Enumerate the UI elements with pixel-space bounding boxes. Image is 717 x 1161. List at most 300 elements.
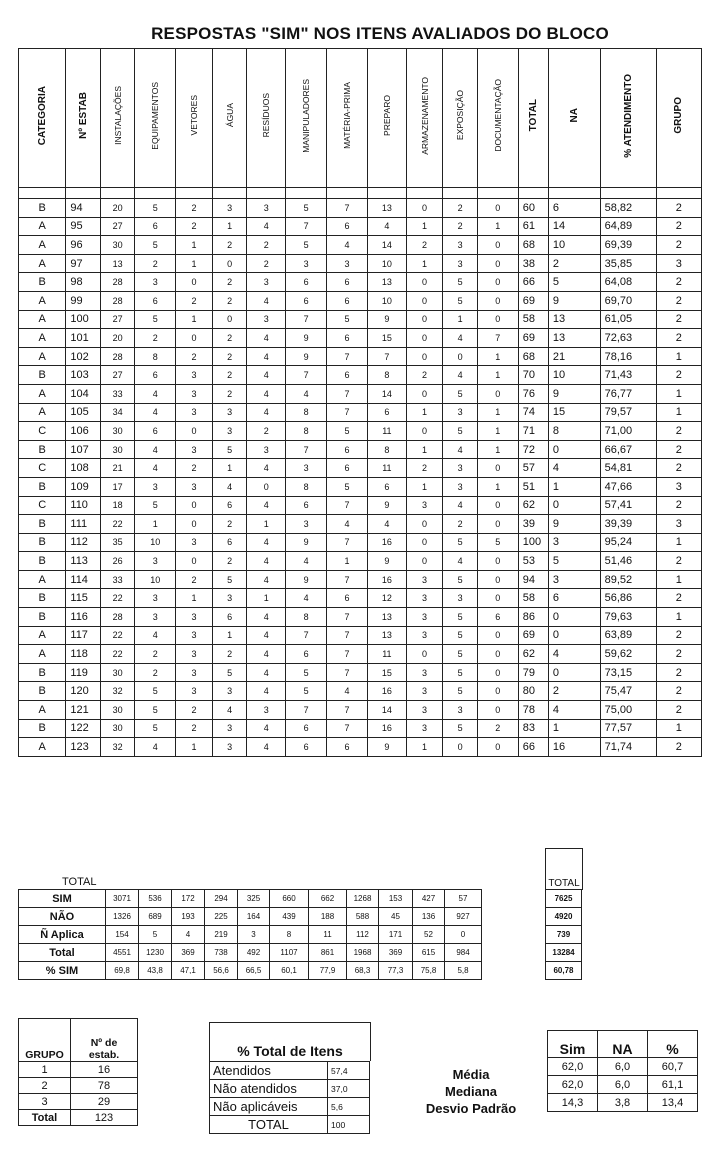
totals-cell: 536: [139, 890, 172, 908]
table-cell: A: [19, 254, 66, 273]
table-cell: 30: [100, 440, 134, 459]
table-cell: 2: [176, 347, 213, 366]
table-cell: A: [19, 310, 66, 329]
totals-cell: 369: [172, 944, 205, 962]
table-cell: 2: [135, 329, 176, 348]
totals-row-label: Ñ Aplica: [19, 926, 106, 944]
table-cell: 3: [212, 589, 246, 608]
percent-value: 37,0: [328, 1080, 370, 1098]
table-cell: B: [19, 682, 66, 701]
table-row: [19, 682, 702, 701]
table-cell: 0: [477, 738, 518, 757]
column-header-label: CATEGORIA: [36, 85, 48, 146]
table-cell: 7: [327, 570, 368, 589]
table-cell: 4: [327, 236, 368, 255]
table-cell: 0: [212, 254, 246, 273]
spacer-row: [19, 188, 702, 199]
table-cell: 39: [518, 515, 548, 534]
table-cell: 16: [367, 719, 406, 738]
percent-row: [210, 1098, 370, 1116]
table-cell: 5: [286, 682, 327, 701]
table-cell: 3: [135, 273, 176, 292]
table-cell: 1: [477, 403, 518, 422]
totals-cell: 660: [270, 890, 309, 908]
spacer-cell: [19, 188, 66, 199]
table-cell: 3: [212, 199, 246, 218]
column-header-label: MANIPULADORES: [301, 78, 312, 153]
table-cell: 86: [518, 608, 548, 627]
table-cell: 7: [477, 329, 518, 348]
table-cell: 14: [367, 384, 406, 403]
table-cell: 9: [286, 570, 327, 589]
table-cell: 3: [135, 477, 176, 496]
table-cell: 27: [100, 366, 134, 385]
table-cell: 3: [406, 589, 443, 608]
totals-cell: 68,3: [347, 962, 379, 980]
table-cell: 51,46: [600, 552, 656, 571]
table-cell: 6: [212, 496, 246, 515]
table-cell: 2: [443, 515, 477, 534]
table-cell: 3: [406, 570, 443, 589]
totals-row: [19, 908, 482, 926]
totals-cell: 77,9: [309, 962, 347, 980]
totals-cell: 171: [379, 926, 413, 944]
table-cell: 2: [176, 570, 213, 589]
estab-header-line1: Nº de: [90, 1037, 118, 1049]
percent-value: 100: [328, 1116, 370, 1134]
table-row: [19, 273, 702, 292]
table-cell: 2: [212, 236, 246, 255]
table-cell: 6: [135, 291, 176, 310]
table-cell: 9: [286, 347, 327, 366]
table-cell: 5: [443, 273, 477, 292]
table-cell: 2: [656, 291, 701, 310]
table-cell: 2: [477, 719, 518, 738]
stat-cell: 6,0: [598, 1076, 648, 1094]
table-cell: 2: [212, 515, 246, 534]
table-cell: 15: [367, 329, 406, 348]
table-cell: 6: [286, 738, 327, 757]
grand-total-cell: 4920: [546, 908, 582, 926]
table-cell: 8: [286, 477, 327, 496]
table-row: [19, 384, 702, 403]
table-cell: 20: [100, 329, 134, 348]
table-cell: 0: [406, 422, 443, 441]
totals-cell: 325: [238, 890, 270, 908]
totals-row: [19, 890, 482, 908]
table-cell: C: [19, 496, 66, 515]
table-cell: 2: [212, 552, 246, 571]
totals-cell: 861: [309, 944, 347, 962]
table-cell: 51: [518, 477, 548, 496]
totals-cell: 427: [413, 890, 445, 908]
table-cell: 2: [406, 366, 443, 385]
table-cell: 6: [327, 738, 368, 757]
table-cell: 1: [406, 738, 443, 757]
table-cell: 0: [406, 533, 443, 552]
table-cell: 2: [656, 552, 701, 571]
table-cell: 4: [247, 608, 286, 627]
table-cell: 0: [406, 329, 443, 348]
page-title: RESPOSTAS "SIM" NOS ITENS AVALIADOS DO BLOCO: [151, 24, 609, 43]
table-cell: 79,57: [600, 403, 656, 422]
table-cell: 4: [443, 496, 477, 515]
table-cell: 4: [247, 347, 286, 366]
table-cell: B: [19, 477, 66, 496]
table-cell: 1: [212, 217, 246, 236]
column-header: [327, 49, 368, 188]
table-cell: 3: [247, 701, 286, 720]
table-cell: 4: [327, 515, 368, 534]
totals-cell: 588: [347, 908, 379, 926]
table-cell: 5: [443, 663, 477, 682]
totals-row: [19, 962, 482, 980]
table-cell: 1: [656, 608, 701, 627]
table-cell: 1: [477, 440, 518, 459]
table-cell: 66: [518, 738, 548, 757]
table-cell: B: [19, 273, 66, 292]
table-cell: 0: [477, 701, 518, 720]
table-row: [19, 459, 702, 478]
table-cell: 28: [100, 608, 134, 627]
table-cell: 3: [656, 254, 701, 273]
group-row: [19, 1110, 138, 1126]
table-cell: 4: [548, 701, 600, 720]
table-cell: 4: [443, 552, 477, 571]
spacer-cell: [286, 188, 327, 199]
table-cell: 1: [406, 254, 443, 273]
table-cell: 1: [212, 459, 246, 478]
table-cell: 0: [477, 645, 518, 664]
table-cell: 0: [477, 515, 518, 534]
table-cell: 1: [176, 254, 213, 273]
table-cell: 39,39: [600, 515, 656, 534]
table-cell: 7: [327, 701, 368, 720]
totals-cell: 738: [205, 944, 238, 962]
table-cell: 1: [247, 589, 286, 608]
table-cell: 9: [548, 291, 600, 310]
table-row: [19, 496, 702, 515]
table-cell: 0: [477, 682, 518, 701]
table-cell: 1: [406, 217, 443, 236]
table-cell: 114: [66, 570, 100, 589]
table-cell: 8: [286, 422, 327, 441]
table-cell: 13: [367, 273, 406, 292]
totals-row-label: % SIM: [19, 962, 106, 980]
table-row: [19, 310, 702, 329]
table-cell: 3: [176, 366, 213, 385]
table-cell: 0: [477, 663, 518, 682]
table-cell: 1: [327, 552, 368, 571]
table-cell: 3: [247, 273, 286, 292]
table-cell: 14: [367, 236, 406, 255]
table-cell: 1: [406, 477, 443, 496]
spacer-cell: [100, 188, 134, 199]
table-cell: 4: [247, 552, 286, 571]
table-cell: 74: [518, 403, 548, 422]
table-cell: 2: [176, 459, 213, 478]
table-cell: 2: [656, 626, 701, 645]
table-cell: 1: [548, 477, 600, 496]
totals-cell: 69,8: [106, 962, 139, 980]
totals-cell: 56,6: [205, 962, 238, 980]
table-cell: 2: [656, 645, 701, 664]
table-cell: 0: [477, 291, 518, 310]
table-cell: 61,05: [600, 310, 656, 329]
table-cell: 2: [247, 254, 286, 273]
table-cell: 54,81: [600, 459, 656, 478]
totals-cell: 45: [379, 908, 413, 926]
table-cell: 73,15: [600, 663, 656, 682]
percent-row: [210, 1062, 370, 1080]
table-cell: 7: [327, 403, 368, 422]
table-cell: B: [19, 552, 66, 571]
table-cell: 75,47: [600, 682, 656, 701]
column-header: [367, 49, 406, 188]
table-cell: 0: [477, 589, 518, 608]
table-cell: 4: [247, 403, 286, 422]
table-cell: 3: [443, 477, 477, 496]
table-cell: 2: [406, 236, 443, 255]
column-header-label: ARMAZENAMENTO: [419, 76, 430, 155]
totals-cell: 57: [445, 890, 482, 908]
totals-cell: 1326: [106, 908, 139, 926]
totals-cell: 1107: [270, 944, 309, 962]
table-cell: 103: [66, 366, 100, 385]
table-cell: 8: [548, 422, 600, 441]
table-cell: 4: [443, 366, 477, 385]
table-cell: 12: [367, 589, 406, 608]
table-cell: 0: [548, 608, 600, 627]
group-cell: 29: [71, 1094, 138, 1110]
table-cell: 0: [406, 291, 443, 310]
table-cell: 6: [327, 291, 368, 310]
table-cell: A: [19, 645, 66, 664]
table-cell: 53: [518, 552, 548, 571]
table-cell: B: [19, 589, 66, 608]
table-cell: 59,62: [600, 645, 656, 664]
column-header-label: MATÉRIA-PRIMA: [342, 82, 352, 149]
percent-value: 5,6: [328, 1098, 370, 1116]
totals-cell: 439: [270, 908, 309, 926]
table-cell: 111: [66, 515, 100, 534]
table-cell: 1: [477, 477, 518, 496]
table-row: [19, 403, 702, 422]
table-cell: 1: [176, 310, 213, 329]
table-cell: 10: [135, 533, 176, 552]
table-cell: 0: [176, 515, 213, 534]
table-cell: 6: [135, 366, 176, 385]
table-cell: 3: [443, 459, 477, 478]
table-cell: 14: [548, 217, 600, 236]
table-row: [19, 552, 702, 571]
table-cell: 2: [656, 199, 701, 218]
table-cell: 2: [135, 254, 176, 273]
table-cell: 6: [135, 217, 176, 236]
table-cell: 2: [212, 273, 246, 292]
table-cell: 13: [367, 199, 406, 218]
table-cell: 0: [477, 310, 518, 329]
totals-cell: 0: [445, 926, 482, 944]
table-cell: 0: [477, 459, 518, 478]
table-cell: 6: [286, 496, 327, 515]
table-cell: 3: [443, 589, 477, 608]
table-cell: 3: [286, 515, 327, 534]
table-cell: 1: [656, 533, 701, 552]
table-cell: 3: [443, 403, 477, 422]
table-cell: 7: [286, 626, 327, 645]
table-cell: 2: [406, 459, 443, 478]
table-cell: 4: [327, 682, 368, 701]
table-cell: 7: [367, 347, 406, 366]
table-cell: A: [19, 384, 66, 403]
totals-row-label: SIM: [19, 890, 106, 908]
table-cell: 16: [367, 682, 406, 701]
table-row: [19, 422, 702, 441]
table-cell: 0: [477, 626, 518, 645]
table-cell: 107: [66, 440, 100, 459]
table-cell: 4: [247, 291, 286, 310]
table-cell: 21: [100, 459, 134, 478]
spacer-cell: [176, 188, 213, 199]
group-row: [19, 1062, 138, 1078]
column-header: [247, 49, 286, 188]
table-cell: 15: [548, 403, 600, 422]
table-cell: A: [19, 329, 66, 348]
table-cell: 6: [548, 199, 600, 218]
table-cell: 1: [656, 719, 701, 738]
table-cell: 1: [477, 422, 518, 441]
table-cell: 3: [406, 608, 443, 627]
table-cell: 11: [367, 459, 406, 478]
table-cell: 35: [100, 533, 134, 552]
table-cell: 63,89: [600, 626, 656, 645]
totals-cell: 1230: [139, 944, 172, 962]
group-cell: 123: [71, 1110, 138, 1126]
totals-row: [19, 944, 482, 962]
grand-total-header: [545, 848, 583, 890]
table-cell: 13: [548, 329, 600, 348]
table-cell: 6: [212, 608, 246, 627]
stat-cell: 3,8: [598, 1094, 648, 1112]
table-cell: 99: [66, 291, 100, 310]
table-cell: A: [19, 403, 66, 422]
column-header-label: EXPOSIÇÃO: [455, 90, 466, 141]
table-cell: 6: [286, 291, 327, 310]
totals-cell: 4551: [106, 944, 139, 962]
table-row: [19, 440, 702, 459]
table-cell: 94: [66, 199, 100, 218]
totals-cell: 615: [413, 944, 445, 962]
table-cell: 5: [548, 273, 600, 292]
table-cell: 78,16: [600, 347, 656, 366]
table-cell: 2: [656, 422, 701, 441]
spacer-cell: [247, 188, 286, 199]
table-cell: 2: [656, 440, 701, 459]
table-cell: 1: [135, 515, 176, 534]
table-cell: 4: [367, 217, 406, 236]
totals-cell: 927: [445, 908, 482, 926]
table-cell: B: [19, 515, 66, 534]
table-cell: 5: [135, 199, 176, 218]
table-cell: 3: [247, 199, 286, 218]
table-cell: 119: [66, 663, 100, 682]
totals-cell: 172: [172, 890, 205, 908]
table-cell: 5: [443, 719, 477, 738]
table-cell: 7: [286, 440, 327, 459]
table-cell: 60: [518, 199, 548, 218]
table-cell: 2: [656, 273, 701, 292]
table-cell: 3: [443, 254, 477, 273]
totals-cell: 3: [238, 926, 270, 944]
table-cell: 0: [477, 496, 518, 515]
totals-cell: 219: [205, 926, 238, 944]
table-cell: 79,63: [600, 608, 656, 627]
table-cell: 115: [66, 589, 100, 608]
table-cell: 1: [477, 347, 518, 366]
table-row: [19, 738, 702, 757]
table-cell: 5: [286, 199, 327, 218]
table-cell: 0: [406, 645, 443, 664]
table-cell: 4: [247, 384, 286, 403]
table-cell: 1: [656, 570, 701, 589]
table-cell: 7: [327, 533, 368, 552]
table-cell: 2: [656, 329, 701, 348]
table-row: [19, 217, 702, 236]
table-cell: 3: [406, 701, 443, 720]
table-cell: 83: [518, 719, 548, 738]
percent-row: [210, 1080, 370, 1098]
column-header: [135, 49, 176, 188]
table-cell: 4: [443, 329, 477, 348]
table-cell: 0: [247, 477, 286, 496]
table-cell: 57,41: [600, 496, 656, 515]
table-cell: 7: [327, 608, 368, 627]
table-cell: 4: [135, 459, 176, 478]
table-cell: 3: [656, 477, 701, 496]
table-cell: 0: [548, 626, 600, 645]
table-cell: 0: [406, 515, 443, 534]
table-cell: 2: [212, 366, 246, 385]
table-cell: 3: [443, 701, 477, 720]
table-cell: 4: [286, 552, 327, 571]
totals-cell: 3071: [106, 890, 139, 908]
table-cell: 20: [100, 199, 134, 218]
table-cell: 4: [247, 570, 286, 589]
table-cell: 0: [406, 310, 443, 329]
table-cell: 0: [176, 273, 213, 292]
table-cell: 4: [247, 533, 286, 552]
stat-labels: [411, 1066, 531, 1117]
table-row: [19, 608, 702, 627]
table-cell: 96: [66, 236, 100, 255]
table-cell: 3: [406, 496, 443, 515]
table-cell: 6: [327, 366, 368, 385]
table-cell: 5: [286, 236, 327, 255]
table-cell: 3: [548, 570, 600, 589]
table-cell: 58,82: [600, 199, 656, 218]
table-cell: 69,70: [600, 291, 656, 310]
table-cell: 6: [327, 459, 368, 478]
table-cell: A: [19, 570, 66, 589]
totals-cell: 153: [379, 890, 413, 908]
table-cell: 3: [176, 663, 213, 682]
table-cell: 9: [548, 515, 600, 534]
table-row: [19, 347, 702, 366]
percent-total-title: % Total de Itens: [237, 1043, 343, 1059]
table-row: [19, 236, 702, 255]
table-cell: 1: [406, 440, 443, 459]
